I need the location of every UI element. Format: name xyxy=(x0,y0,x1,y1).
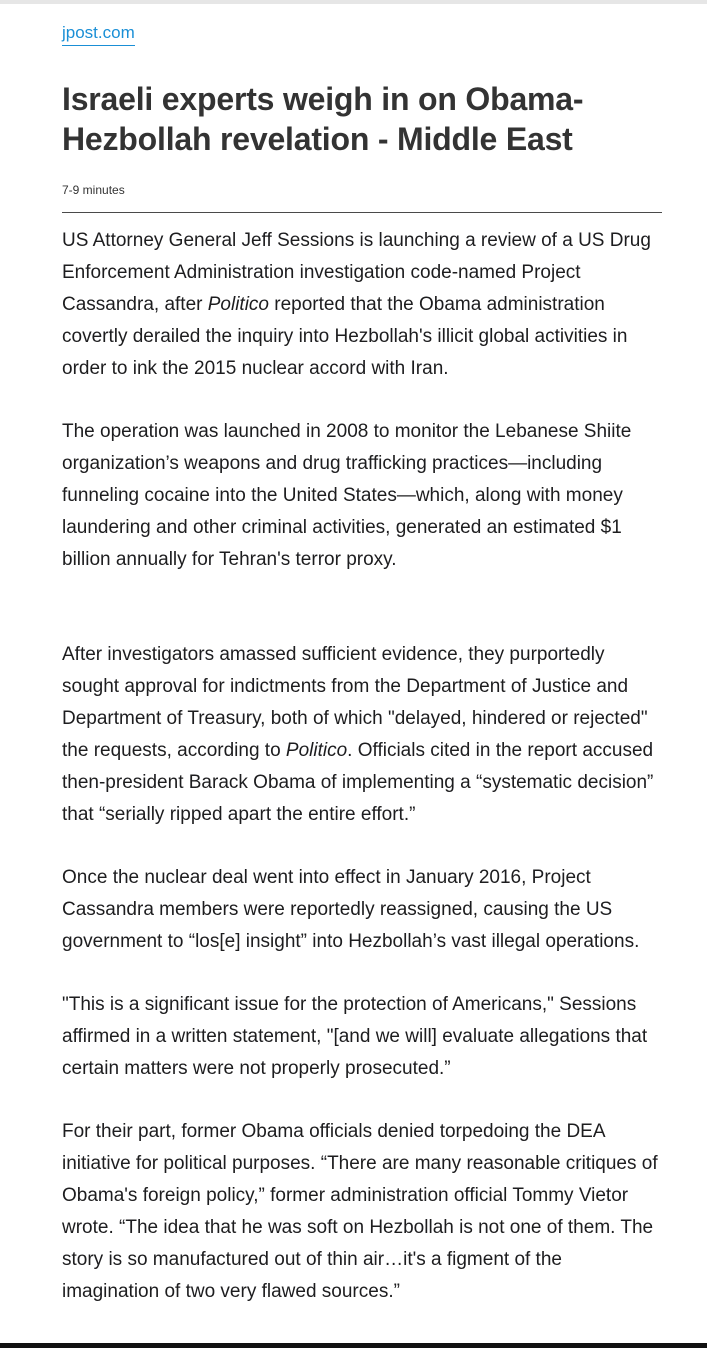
paragraph-text: "This is a significant issue for the protection of Americans," Sessions affirmed in a written statement, "[and we will] evaluate allegations that certain matters were not properly prosecuted.” xyxy=(62,994,648,1079)
italic-publication-name: Politico xyxy=(285,740,348,761)
paragraph-text: reported that the Obama administration covertly derailed the inquiry into Hezbollah's illicit global activities in order to ink the 2015 nuclear accord with Iran. xyxy=(62,294,628,379)
paragraph xyxy=(62,416,662,576)
paragraph-text: US Attorney General Jeff Sessions is launching a review of a US Drug Enforcement Administration investigation code-named Project Cassandra, after xyxy=(62,230,651,315)
article-title: Israeli experts weigh in on Obama-Hezbollah revelation - Middle East xyxy=(62,81,584,157)
top-border xyxy=(0,0,707,4)
bottom-border xyxy=(0,1343,707,1348)
paragraph-text: . Officials cited in the report accused then-president Barack Obama of implementing a “systematic decision” that “serially ripped apart the entire effort.” xyxy=(62,740,654,825)
reading-time: 7-9 minutes xyxy=(62,183,125,197)
paragraph-text: The operation was launched in 2008 to monitor the Lebanese Shiite organization’s weapons and drug trafficking practices—including funneling cocaine into the United States—which, along with money laundering and other criminal activities, generated an estimated $1 billion annually for Tehran's terror proxy. xyxy=(62,421,632,570)
paragraph xyxy=(62,639,662,831)
paragraph xyxy=(62,1116,662,1308)
header-divider xyxy=(62,212,662,213)
paragraph xyxy=(62,989,662,1085)
paragraph-text: For their part, former Obama officials denied torpedoing the DEA initiative for political purposes. “There are many reasonable critiques of Obama's foreign policy,” former administration official Tommy Vietor wrote. “The idea that he was soft on Hezbollah is not one of them. The story is so manufactured out of thin air…it's a figment of the imagination of two very flawed sources.” xyxy=(62,1121,658,1302)
source-link[interactable]: jpost.com xyxy=(62,22,135,46)
paragraph xyxy=(62,225,662,385)
paragraph-text: Once the nuclear deal went into effect in January 2016, Project Cassandra members were reportedly reassigned, causing the US government to “los[e] insight” into Hezbollah’s vast illegal operations. xyxy=(62,867,640,952)
article-container xyxy=(62,22,662,1339)
paragraph-text: After investigators amassed sufficient evidence, they purportedly sought approval for indictments from the Department of Justice and Department of Treasury, both of which "delayed, hindered or rejected" the requests, according to xyxy=(62,644,648,761)
paragraph xyxy=(62,862,662,958)
italic-publication-name: Politico xyxy=(207,294,269,315)
article-body xyxy=(62,225,662,1308)
